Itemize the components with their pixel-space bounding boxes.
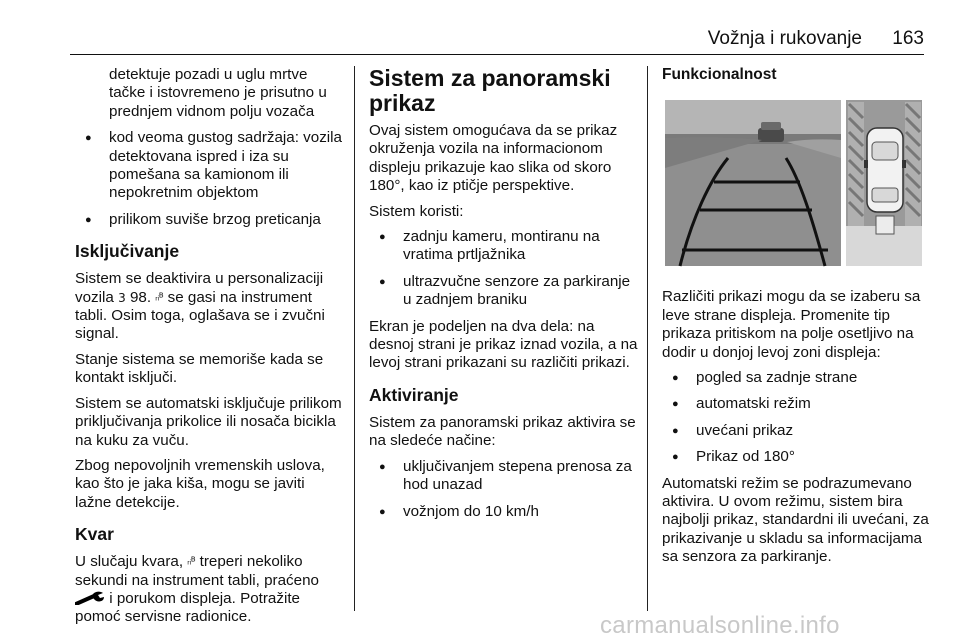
paragraph: Stanje sistema se memoriše kada se kontakt isključi.: [75, 350, 324, 387]
paragraph: Sistem se deaktivira u personalizaciji vozila 3 98. ᵣᵢᴮ se gasi na instrument tabli. Osim toga, oglašava se i zvučni signal.: [75, 270, 325, 343]
list-item: ● automatski režim: [662, 395, 932, 413]
paragraph: Različiti prikazi mogu da se izaberu sa leve strane displeja. Promenite tip prikaza pritiskom na polje osetljivo na dodir u donjoj levoj zoni displeja:: [662, 288, 921, 361]
column-middle: [369, 66, 639, 529]
section-heading: Funkcionalnost: [662, 66, 777, 83]
list-item: ● prilikom suviše brzog preticanja: [75, 211, 343, 229]
page-reference-arrow: 3: [118, 290, 126, 305]
paragraph: Automatski režim se podrazumevano aktivira. U ovom režimu, sistem bira najbolji prikaz, standardni ili uvećani, za prikazivanje u skladu sa informacijama sa senzora za parkiranje.: [662, 474, 929, 566]
column-right: [662, 66, 932, 574]
blind-spot-warning-icon: ᵣᵢᴮ: [155, 291, 164, 303]
bullet-list: [369, 458, 639, 521]
bullet-list: [369, 228, 639, 310]
paragraph: Ovaj sistem omogućava da se prikaz okruženja vozila na informacionom displeju prikazuje kao slika od skoro 180°, kao iz ptičje perspektive.: [369, 122, 618, 195]
section-heading: Sistem za panoramski prikaz: [369, 65, 611, 116]
list-item: ● kod veoma gustog sadržaja: vozila detektovana ispred i iza su pomešana sa kamionom ili nepokretnim objektom: [75, 129, 343, 203]
list-item: ● uključivanjem stepena prenosa za hod unazad: [369, 458, 639, 495]
list-item: ● pogled sa zadnje strane: [662, 369, 932, 387]
paragraph: Sistem se automatski isključuje prilikom priključivanja prikolice ili nosača bicikla na kuku za vuču.: [75, 394, 342, 449]
watermark: carmanualsonline.info: [600, 612, 840, 639]
rear-camera-view: [665, 100, 841, 266]
heading-fault: Kvar: [75, 524, 114, 545]
top-down-view: [846, 100, 922, 266]
list-item: ● vožnjom do 10 km/h: [369, 503, 639, 521]
bullet-list: [75, 129, 343, 229]
heading-activation: Aktiviranje: [369, 384, 459, 405]
list-item: ● ultrazvučne senzore za parkiranje u zadnjem braniku: [369, 273, 639, 310]
heading-deactivation: Isključivanje: [75, 241, 180, 262]
bullet-list: [662, 369, 932, 467]
paragraph: Ekran je podeljen na dva dela: na desnoj strani je prikaz iznad vozila, a na levoj strani prikazani su različiti prikazi.: [369, 317, 638, 372]
paragraph: Zbog nepovoljnih vremenskih uslova, kao što je jaka kiša, mogu se javiti lažne detekcije.: [75, 456, 325, 511]
page-header: [70, 28, 924, 55]
list-item: ● Prikaz od 180°: [662, 448, 932, 466]
section-title: Vožnja i rukovanje: [707, 28, 862, 49]
page-number: 163: [892, 28, 924, 49]
panoramic-view-illustration: [662, 98, 924, 268]
paragraph: Sistem za panoramski prikaz aktivira se na sledeće načine:: [369, 413, 636, 450]
blind-spot-warning-icon: ᵣᵢᴮ: [187, 556, 196, 568]
list-item: ● zadnju kameru, montiranu na vratima prtljažnika: [369, 228, 639, 265]
wrench-icon: [75, 591, 105, 605]
paragraph: U slučaju kvara, ᵣᵢᴮ treperi nekoliko sekundi na instrument tabli, praćeno i porukom displeja. Potražite pomoć servisne radionice.: [75, 553, 319, 626]
column-divider: [647, 66, 648, 611]
paragraph: Sistem koristi:: [369, 202, 464, 220]
column-divider: [354, 66, 355, 611]
bullet-continuation: detektuje pozadi u uglu mrtve tačke i istovremeno je prisutno u prednjem vidnom polju vozača: [109, 66, 327, 120]
column-left: [75, 66, 343, 634]
list-item: ● uvećani prikaz: [662, 422, 932, 440]
